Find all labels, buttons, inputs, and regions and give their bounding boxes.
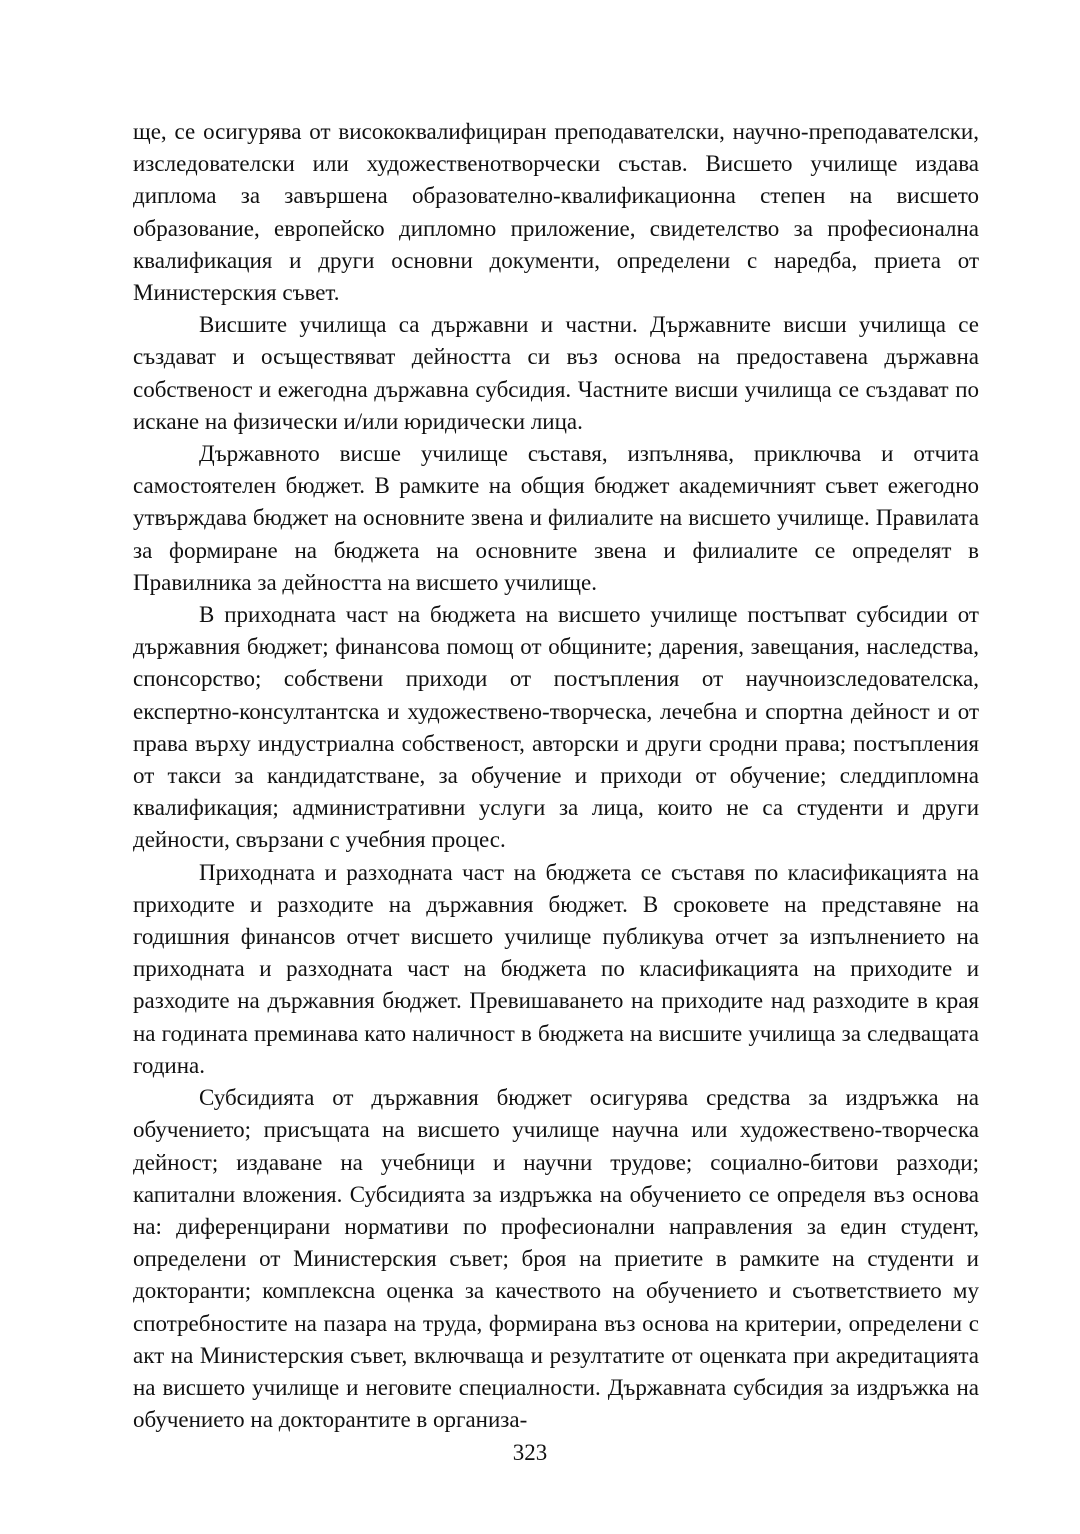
paragraph-5: Приходната и разходната част на бюджета се съставя по класификацията на приходите и разходите на държавния бюджет. В сроковете на представяне на годишния финансов отчет висшето училище публикува отчет за изпълнението на приходната и разходната част на бюджета по класификацията на приходите и разходите на държавния бюджет. Превишаването на приходите над разходите в края на годината преминава като наличност в бюджета на висшите училища за следващата година. bbox=[133, 859, 979, 1078]
paragraph-1: ще, се осигурява от висококвалифициран преподавателски, научно-преподавателски, изследователски или художественотворчески състав. Висшето училище издава диплома за завършена образователно-квалификационна степен на висшето образование, европейско дипломно приложение, свидетелство за професионална квалификация и други основни документи, определени с наредба, приета от Министерския съвет. bbox=[133, 119, 979, 306]
paragraph-4: В приходната част на бюджета на висшето училище постъпват субсидии от държавния бюджет; финансова помощ от общините; дарения, завещания, наследства, спонсорство; собствени приходи от постъпления от научноизследователска, експертно-консултантска и художествено-творческа, лечебна и спортна дейност и от права върху индустриална собственост, авторски и други сродни права; постъпления от такси за кандидатстване, за обучение и приходи от обучение; следдипломна квалификация; административни услуги за лица, които не са студенти и други дейности, свързани с учебния процес. bbox=[133, 602, 979, 853]
page-number: 323 bbox=[512, 1440, 548, 1465]
paragraph-6: Субсидията от държавния бюджет осигурява средства за издръжка на обучението; присъщата на висшето училище научна или художествено-творческа дейност; издаване на учебници и научни трудове; социално-битови разходи; капитални вложения. Субсидията за издръжка на обучението се определя въз основа на: диференцирани нормативи по професионални направления за един студент, определени от Министерския съвет; броя на приетите в рамките на студенти и докторанти; комплексна оценка за качеството на обучението и съответствието му спотребностите на пазара на труда, формирана въз основа на критерии, определени с акт на Министерския съвет, включваща и резултатите от оценката при акредитацията на висшето училище и неговите специалности. Държавната субсидия за издръжка на обучението на докторантите в организа- bbox=[133, 1085, 979, 1433]
paragraph-3: Държавното висше училище съставя, изпълнява, приключва и отчита самостоятелен бюджет. В рамките на общия бюджет академичният съвет ежегодно утвърждава бюджет на основните звена и филиалите на висшето училище. Правилата за формиране на бюджета на основните звена и филиалите се определят в Правилника за дейността на висшето училище. bbox=[133, 441, 979, 595]
paragraph-2: Висшите училища са държавни и частни. Държавните висши училища се създават и осъществяват дейността си въз основа на предоставена държавна собственост и ежегодна държавна субсидия. Частните висши училища се създават по искане на физически и/или юридически лица. bbox=[133, 312, 979, 434]
page-body bbox=[133, 116, 979, 1436]
